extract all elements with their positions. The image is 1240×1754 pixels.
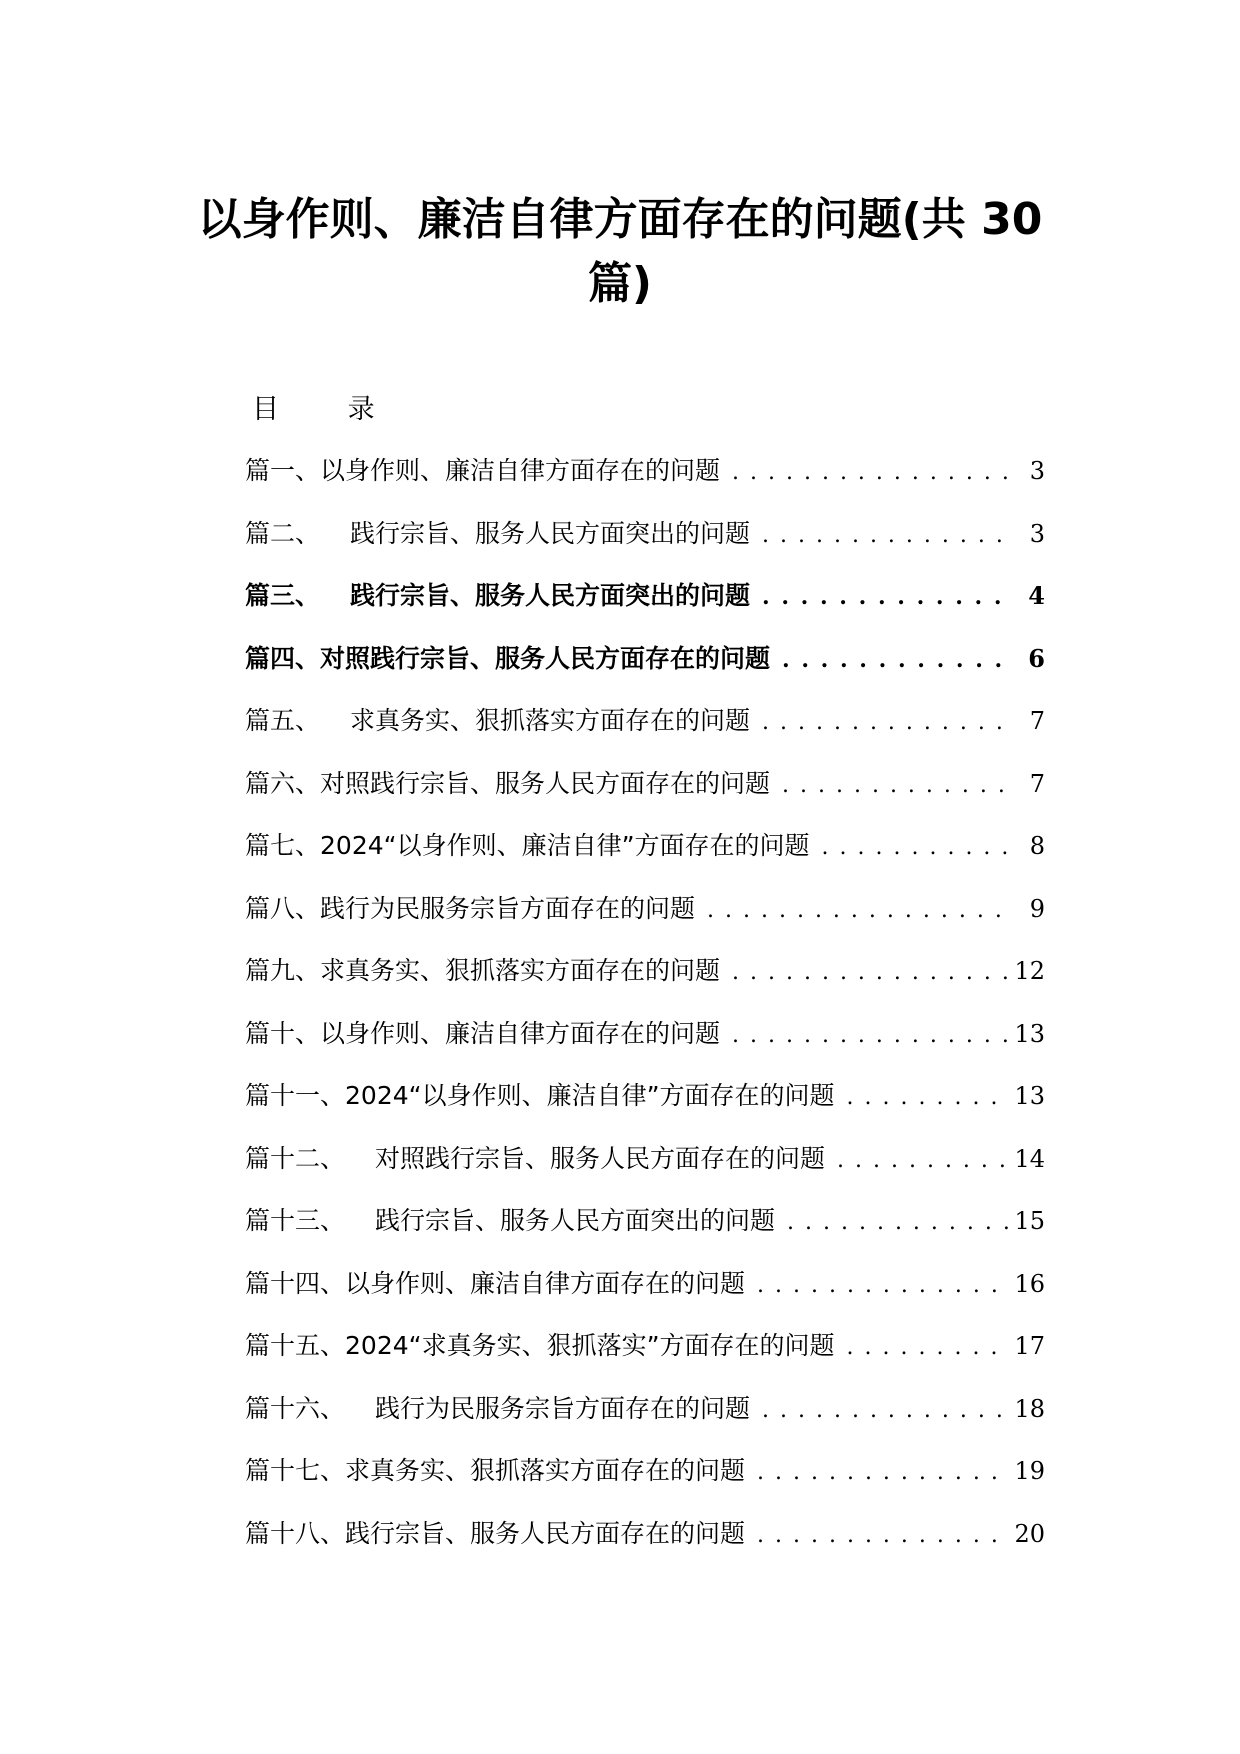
toc-entry-number: 篇五、 (245, 706, 321, 735)
toc-dot-leader (847, 1330, 1009, 1366)
toc-entry-number: 篇十一、 (245, 1081, 346, 1110)
toc-entry[interactable] (245, 703, 1045, 766)
toc-entry-page-number: 13 (1014, 1082, 1045, 1110)
toc-entry[interactable] (245, 1016, 1045, 1079)
toc-entry-title: 2024“以身作则、廉洁自律”方面存在的问题 (345, 1081, 835, 1110)
toc-entry-page-number: 3 (1029, 457, 1045, 485)
toc-dot-leader (782, 642, 1009, 678)
toc-entry-number: 篇十二、 (245, 1143, 346, 1173)
toc-entry-number: 篇四、 (245, 643, 321, 673)
toc-entry-title: 践行为民服务宗旨方面存在的问题 (375, 1393, 751, 1423)
toc-dot-leader (757, 1268, 1008, 1304)
toc-entry-number: 篇九、 (245, 956, 321, 985)
toc-entry-number: 篇七、 (245, 831, 321, 860)
toc-entry[interactable] (245, 828, 1045, 891)
toc-entry-title: 践行为民服务宗旨方面存在的问题 (320, 893, 696, 923)
toc-entry-page-number: 6 (1028, 643, 1045, 673)
toc-entry-title: 践行宗旨、服务人民方面存在的问题 (345, 1518, 746, 1548)
toc-entry-page-number: 16 (1014, 1269, 1045, 1298)
toc-entry-title: 2024“求真务实、狠抓落实”方面存在的问题 (345, 1331, 835, 1360)
toc-entry-page-number: 7 (1029, 769, 1045, 798)
toc-entry[interactable] (245, 1203, 1045, 1266)
toc-entry[interactable] (245, 516, 1045, 579)
toc-dot-leader (762, 1393, 1008, 1429)
toc-entry-title: 求真务实、狠抓落实方面存在的问题 (350, 706, 751, 735)
toc-entry[interactable] (245, 578, 1045, 641)
toc-entry[interactable] (245, 766, 1045, 829)
toc-entry-number: 篇八、 (245, 893, 321, 923)
toc-entry-title: 求真务实、狠抓落实方面存在的问题 (345, 1456, 746, 1485)
toc-dot-leader (822, 830, 1009, 866)
toc-entry-title: 对照践行宗旨、服务人民方面存在的问题 (320, 768, 771, 798)
toc-dot-leader (757, 1455, 1008, 1491)
toc-dot-leader (732, 1018, 1008, 1054)
toc-entry[interactable] (245, 1328, 1045, 1391)
toc-entry-title: 以身作则、廉洁自律方面存在的问题 (345, 1268, 746, 1298)
toc-entry[interactable] (245, 641, 1045, 704)
toc-dot-leader (837, 1143, 1008, 1179)
toc-entry[interactable] (245, 1141, 1045, 1204)
toc-entry[interactable] (245, 1391, 1045, 1454)
toc-dot-leader (787, 1205, 1008, 1241)
toc-entry-page-number: 17 (1014, 1332, 1045, 1360)
toc-entry-page-number: 9 (1029, 894, 1045, 923)
toc-entry-title: 对照践行宗旨、服务人民方面存在的问题 (320, 643, 771, 673)
toc-dot-leader (762, 705, 1009, 741)
toc-entry-number: 篇一、 (245, 456, 321, 485)
toc-entry-page-number: 20 (1014, 1519, 1045, 1548)
toc-entry-page-number: 3 (1029, 519, 1045, 548)
toc-dot-leader (732, 955, 1008, 991)
toc-entry-title: 以身作则、廉洁自律方面存在的问题 (320, 456, 721, 485)
toc-entry-number: 篇二、 (245, 518, 321, 548)
toc-entry-number: 篇十五、 (245, 1331, 346, 1360)
toc-dot-leader (762, 579, 1009, 615)
toc-entry[interactable] (245, 1078, 1045, 1141)
toc-entry-page-number: 19 (1014, 1457, 1045, 1485)
toc-entry[interactable] (245, 1453, 1045, 1516)
toc-entry-title: 求真务实、狠抓落实方面存在的问题 (320, 956, 721, 985)
toc-dot-leader (707, 893, 1009, 929)
toc-entry-page-number: 15 (1014, 1207, 1045, 1235)
toc-dot-leader (757, 1518, 1008, 1554)
toc-entry[interactable] (245, 953, 1045, 1016)
toc-entry-number: 篇十七、 (245, 1456, 346, 1485)
toc-entry[interactable] (245, 453, 1045, 516)
toc-heading: 目 录 (252, 394, 405, 425)
document-title: 以身作则、廉洁自律方面存在的问题(共 30 篇) (197, 194, 1043, 309)
toc-entry-page-number: 12 (1014, 957, 1045, 985)
toc-entry-page-number: 8 (1029, 832, 1045, 860)
toc-entry-page-number: 7 (1029, 707, 1045, 735)
toc-entry-page-number: 4 (1028, 581, 1045, 610)
toc-entry-page-number: 14 (1014, 1144, 1045, 1173)
toc-entry[interactable] (245, 891, 1045, 954)
toc-entry-number: 篇十四、 (245, 1268, 346, 1298)
table-of-contents (245, 453, 1045, 1578)
toc-entry-number: 篇十三、 (245, 1206, 346, 1235)
toc-entry-title: 对照践行宗旨、服务人民方面存在的问题 (375, 1143, 826, 1173)
toc-entry-title: 践行宗旨、服务人民方面突出的问题 (350, 518, 751, 548)
toc-dot-leader (762, 518, 1009, 554)
toc-dot-leader (732, 455, 1009, 491)
toc-entry-title: 2024“以身作则、廉洁自律”方面存在的问题 (320, 831, 810, 860)
toc-entry[interactable] (245, 1516, 1045, 1579)
toc-entry-title: 践行宗旨、服务人民方面突出的问题 (350, 581, 751, 610)
toc-entry-page-number: 18 (1014, 1394, 1045, 1423)
toc-entry[interactable] (245, 1266, 1045, 1329)
toc-entry-number: 篇十六、 (245, 1393, 346, 1423)
toc-entry-number: 篇十、 (245, 1018, 321, 1048)
toc-dot-leader (847, 1080, 1009, 1116)
toc-entry-number: 篇十八、 (245, 1518, 346, 1548)
toc-dot-leader (782, 768, 1009, 804)
toc-entry-title: 践行宗旨、服务人民方面突出的问题 (375, 1206, 776, 1235)
toc-entry-title: 以身作则、廉洁自律方面存在的问题 (320, 1018, 721, 1048)
toc-entry-number: 篇三、 (245, 581, 321, 610)
toc-entry-page-number: 13 (1014, 1019, 1045, 1048)
toc-entry-number: 篇六、 (245, 768, 321, 798)
